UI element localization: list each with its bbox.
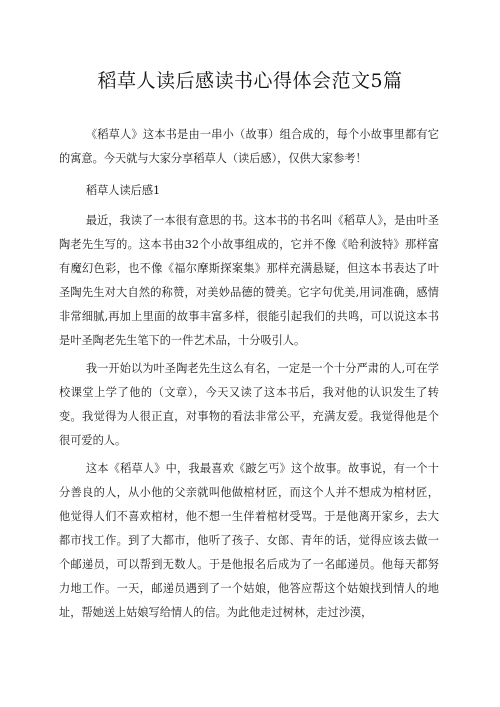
- body-paragraph: 最近，我读了一本很有意思的书。这本书的书名叫《稻草人》，是由叶圣陶老先生写的。这本书由32个小故事组成的，它并不像《哈利波特》那样富有魔幻色彩，也不像《福尔摩斯探案集》那样充满悬疑，但这本书表达了叶圣陶先生对大自然的称赞，对美妙品德的赞美。它字句优美,用词准确，感情非常细腻,再加上里面的故事丰富多样，很能引起我们的共鸣，可以说这本书是叶圣陶老先生笔下的一件艺术品，十分吸引人。: [59, 214, 439, 347]
- intro-paragraph: 《稻草人》这本书是由一串小（故事）组合成的，每个小故事里都有它的寓意。今天就与大家分享稻草人（读后感），仅供大家参考！: [59, 128, 439, 165]
- body-paragraph: 我一开始以为叶圣陶老先生这么有名，一定是一个十分严肃的人,可在学校课堂上学了他的（文章），今天又读了这本书后，我对他的认识发生了转变。我觉得为人很正直，对事物的看法非常公平，充满友爱。我觉得他是个很可爱的人。: [59, 362, 439, 447]
- document-body: [59, 123, 439, 629]
- body-paragraph: 这本《稻草人》中，我最喜欢《跛乞丐》这个故事。故事说，有一个十分善良的人，从小他的父亲就叫他做棺材匠，而这个人并不想成为棺材匠，他觉得人们不喜欢棺材，他不想一生伴着棺材受骂。于是他离开家乡，去大都市找工作。到了大都市，他听了孩子、女郎、青年的话，觉得应该去做一个邮递员，可以帮到无数人。于是他报名后成为了一名邮递员。他每天都努力地工作。一天，邮递员遇到了一个姑娘，他答应帮这个姑娘找到情人的地址，帮她送上姑娘写给情人的信。为此他走过树林，走过沙漠，: [59, 462, 439, 619]
- section-heading: 稻草人读后感1: [85, 184, 161, 197]
- document-title: 稻草人读后感读书心得体会范文5篇: [97, 70, 403, 92]
